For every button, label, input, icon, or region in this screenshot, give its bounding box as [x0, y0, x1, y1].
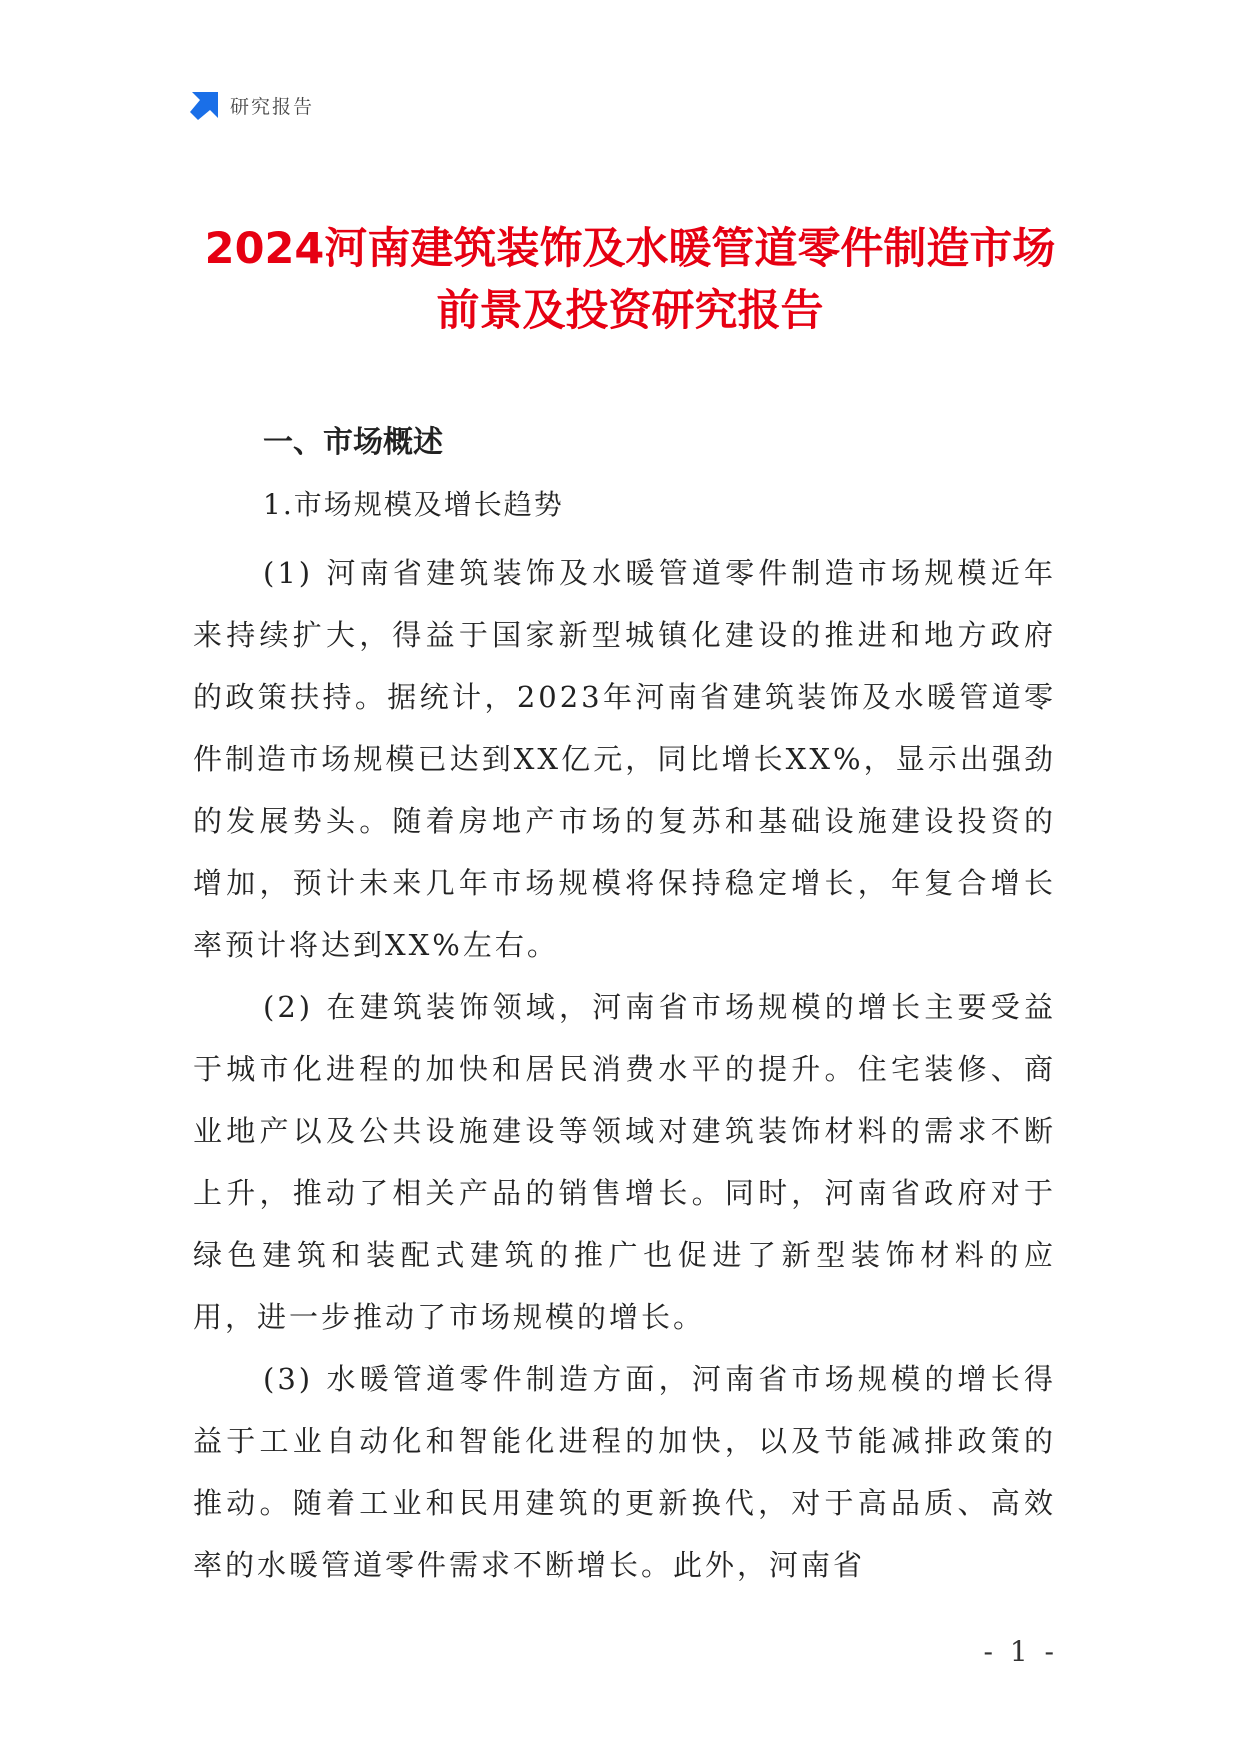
paragraph-1: (1) 河南省建筑装饰及水暖管道零件制造市场规模近年来持续扩大，得益于国家新型城镇化建设的推进和地方政府的政策扶持。据统计，2023年河南省建筑装饰及水暖管道零件制造市场规模已达到XX亿元，同比增长XX%，显示出强劲的发展势头。随着房地产市场的复苏和基础设施建设投资的增加，预计未来几年市场规模将保持稳定增长，年复合增长率预计将达到XX%左右。 — [193, 556, 1056, 962]
document-title: 2024河南建筑装饰及水暖管道零件制造市场前景及投资研究报告 — [204, 224, 1056, 336]
document-body — [193, 418, 1056, 1596]
subsection-heading: 1.市场规模及增长趋势 — [263, 488, 564, 521]
report-header — [190, 90, 314, 120]
arrow-up-right-icon — [190, 90, 220, 120]
paragraph-2: (2) 在建筑装饰领域，河南省市场规模的增长主要受益于城市化进程的加快和居民消费水平的提升。住宅装修、商业地产以及公共设施建设等领域对建筑装饰材料的需求不断上升，推动了相关产品的销售增长。同时，河南省政府对于绿色建筑和装配式建筑的推广也促进了新型装饰材料的应用，进一步推动了市场规模的增长。 — [193, 990, 1056, 1334]
section-heading: 一、市场概述 — [263, 425, 443, 460]
paragraph-3: (3) 水暖管道零件制造方面，河南省市场规模的增长得益于工业自动化和智能化进程的加快，以及节能减排政策的推动。随着工业和民用建筑的更新换代，对于高品质、高效率的水暖管道零件需求不断增长。此外，河南省 — [193, 1362, 1056, 1582]
header-label: 研究报告 — [230, 95, 315, 118]
page-number: - 1 - — [983, 1635, 1058, 1668]
